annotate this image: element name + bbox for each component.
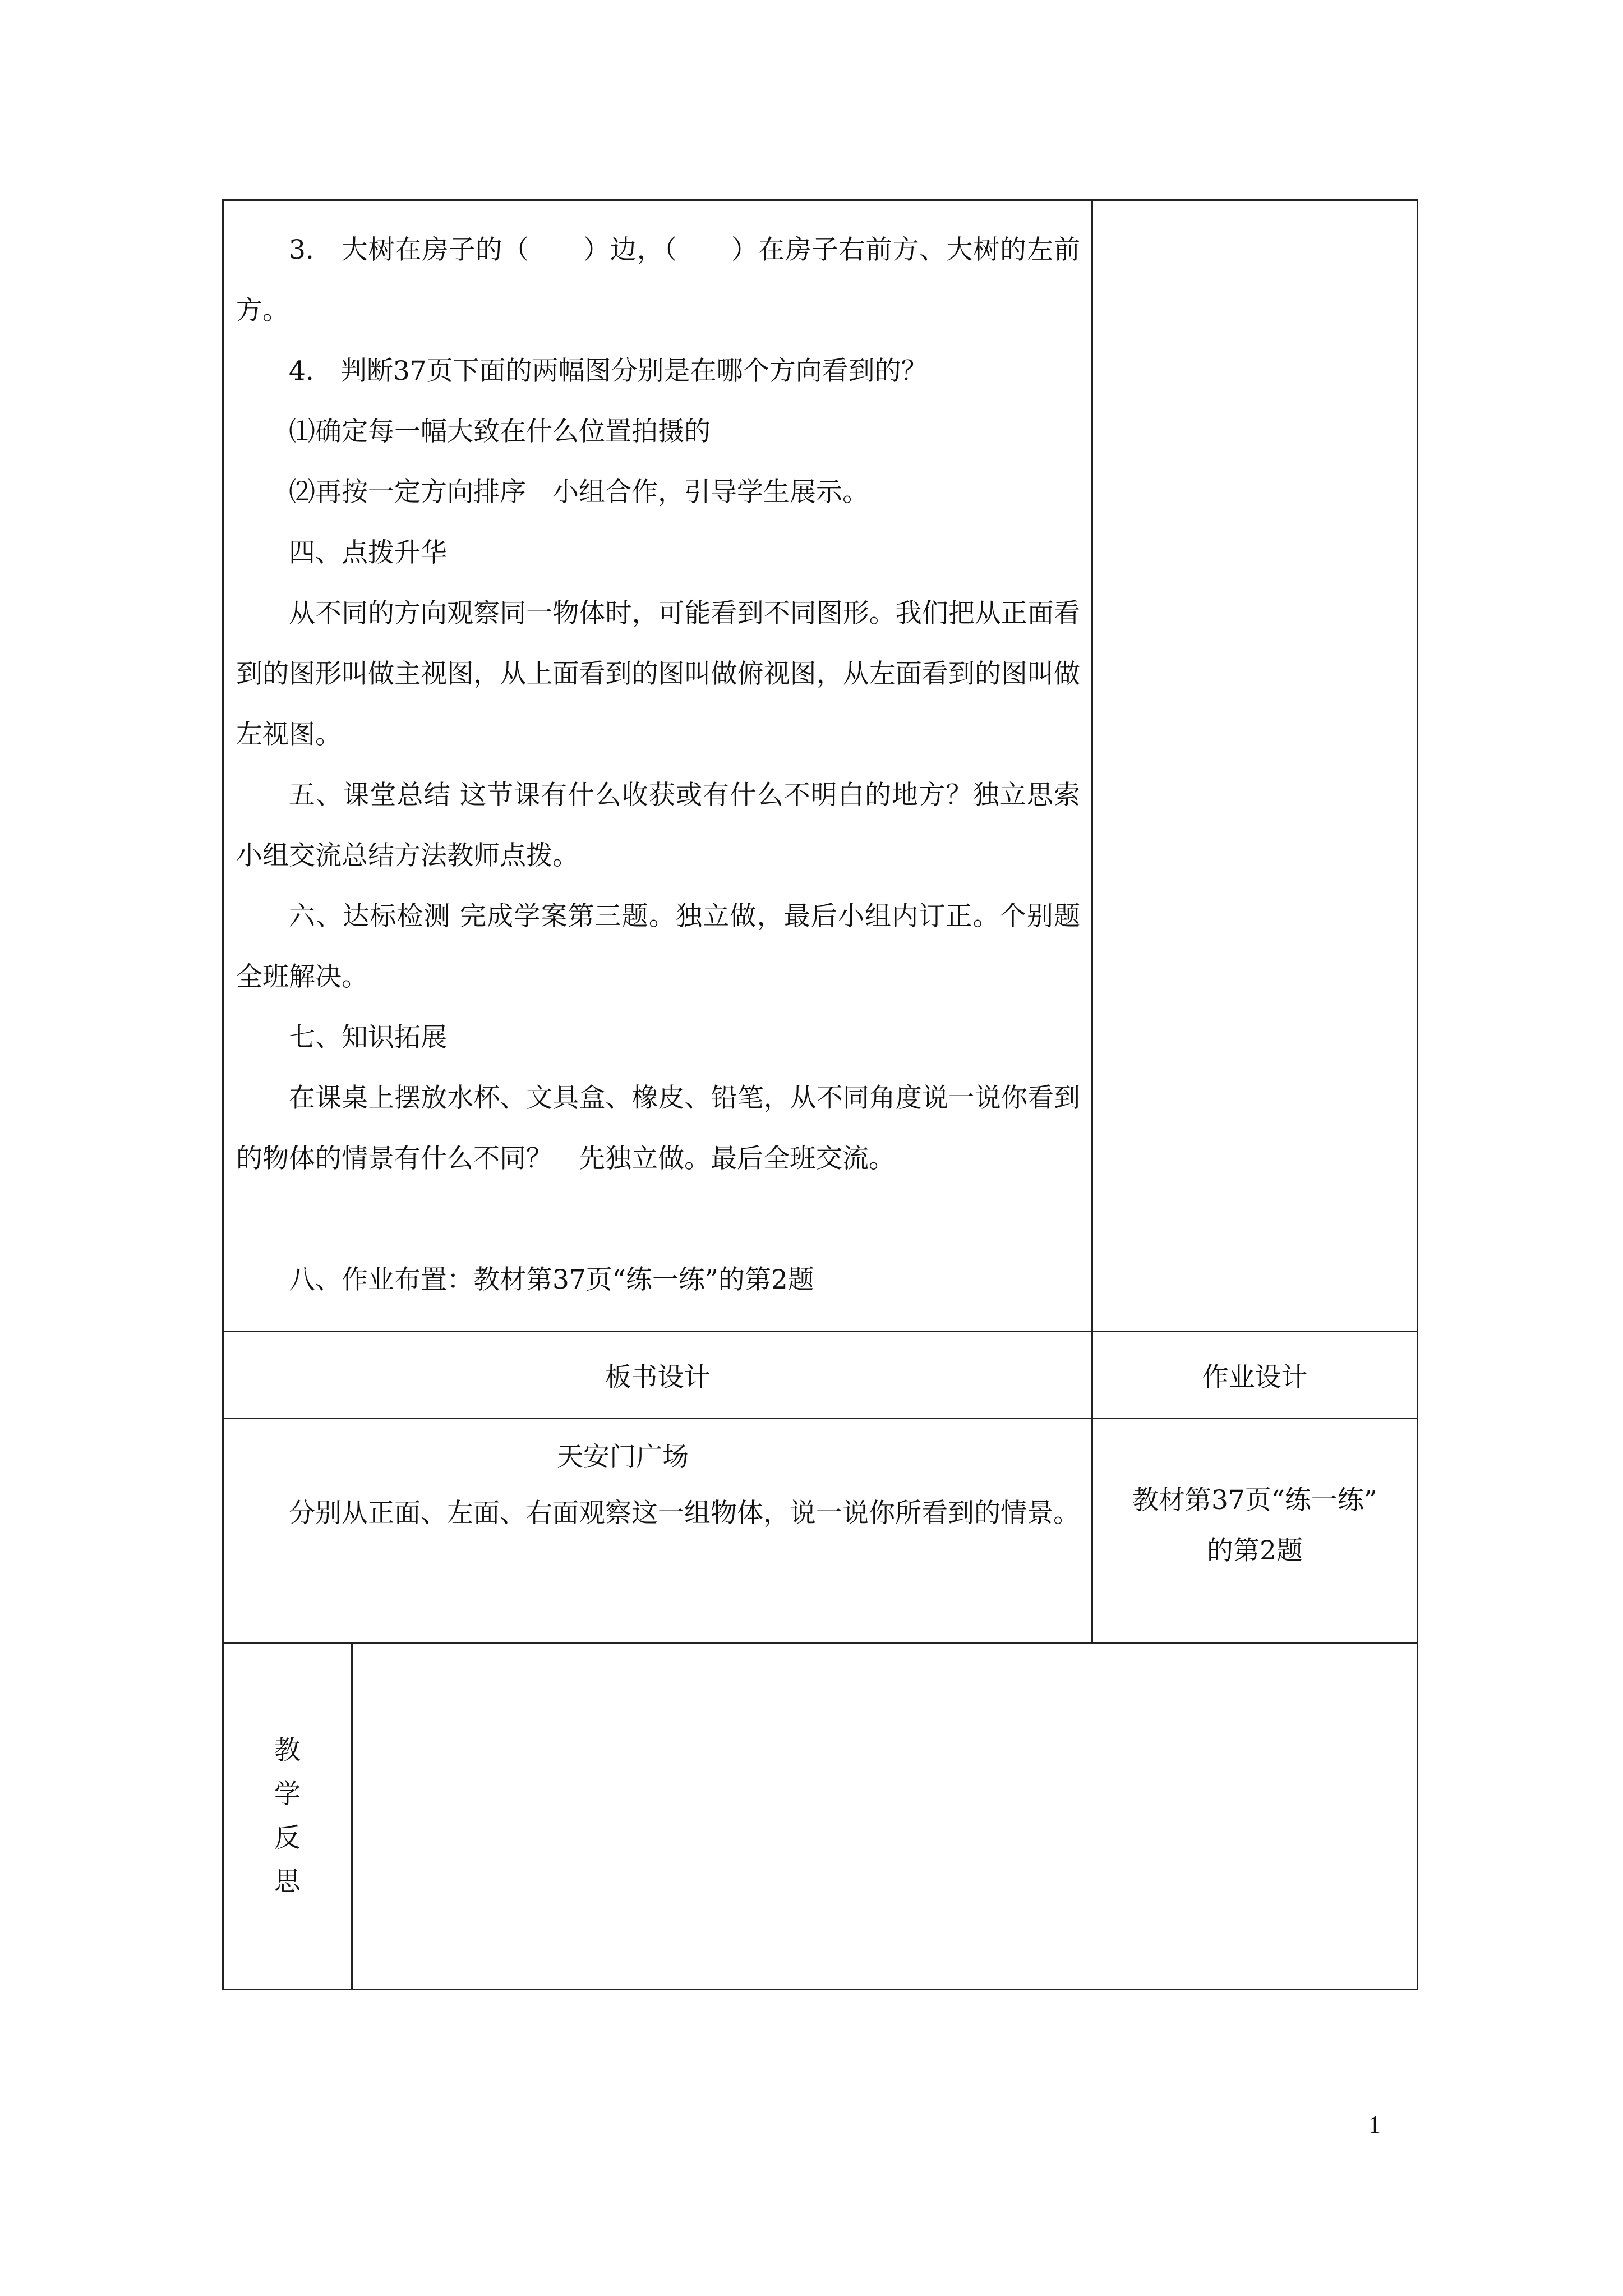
reflection-inner bbox=[224, 1644, 1417, 1989]
board-text: 分别从正面、左面、右面观察这一组物体，说一说你所看到的情景。 bbox=[289, 1498, 1080, 1529]
homework-design-header: 作业设计 bbox=[1092, 1332, 1418, 1419]
lesson-plan-table bbox=[222, 199, 1418, 1990]
lesson-paragraph: 在课桌上摆放水杯、文具盒、橡皮、铅笔，从不同角度说一说你看到的物体的情景有什么不同？ 先独立做。最后全班交流。 bbox=[236, 1083, 1080, 1174]
board-title: 天安门广场 bbox=[557, 1442, 689, 1473]
page-number: 1 bbox=[1368, 2111, 1381, 2138]
design-header-row bbox=[223, 1332, 1418, 1419]
lesson-paragraph: 五、课堂总结 这节课有什么收获或有什么不明白的地方？独立思索小组交流总结方法教师点拨。 bbox=[236, 780, 1080, 871]
design-content-row bbox=[223, 1419, 1418, 1643]
reflection-label-char: 反 bbox=[274, 1822, 301, 1853]
lesson-paragraph: 4. 判断37页下面的两幅图分别是在哪个方向看到的？ bbox=[289, 356, 928, 386]
lesson-content-cell bbox=[223, 200, 1092, 1332]
homework-line: 的第2题 bbox=[1207, 1535, 1303, 1566]
homework-line: 教材第37页“练一练” bbox=[1132, 1485, 1377, 1516]
lesson-section-heading: 七、知识拓展 bbox=[289, 1022, 447, 1053]
lesson-content-row bbox=[223, 200, 1418, 1332]
lesson-paragraph: ⑵再按一定方向排序 小组合作，引导学生展示。 bbox=[289, 477, 869, 508]
reflection-label bbox=[224, 1644, 353, 1989]
lesson-paragraph: 从不同的方向观察同一物体时，可能看到不同图形。我们把从正面看到的图形叫做主视图，从上面看到的图叫做俯视图，从左面看到的图叫做左视图。 bbox=[236, 598, 1080, 750]
lesson-paragraph: 六、达标检测 完成学案第三题。独立做，最后小组内订正。个别题全班解决。 bbox=[236, 901, 1080, 992]
reflection-label-char: 学 bbox=[274, 1778, 301, 1810]
lesson-side-cell bbox=[1092, 200, 1418, 1332]
lesson-paragraph: 八、作业布置：教材第37页“练一练”的第2题 bbox=[289, 1264, 814, 1295]
homework-design-cell bbox=[1092, 1419, 1418, 1643]
reflection-row bbox=[223, 1643, 1418, 1990]
reflection-cell bbox=[223, 1643, 1418, 1990]
board-design-cell bbox=[223, 1419, 1092, 1643]
lesson-paragraph: 3. 大树在房子的（ ）边，（ ）在房子右前方、大树的左前方。 bbox=[236, 234, 1080, 326]
reflection-label-char: 教 bbox=[274, 1734, 301, 1766]
lesson-section-heading: 四、点拨升华 bbox=[289, 537, 447, 568]
board-design-header: 板书设计 bbox=[223, 1332, 1092, 1419]
lesson-paragraph: ⑴确定每一幅大致在什么位置拍摄的 bbox=[289, 416, 711, 447]
reflection-label-char: 思 bbox=[274, 1866, 301, 1897]
reflection-body bbox=[353, 1644, 1417, 1989]
